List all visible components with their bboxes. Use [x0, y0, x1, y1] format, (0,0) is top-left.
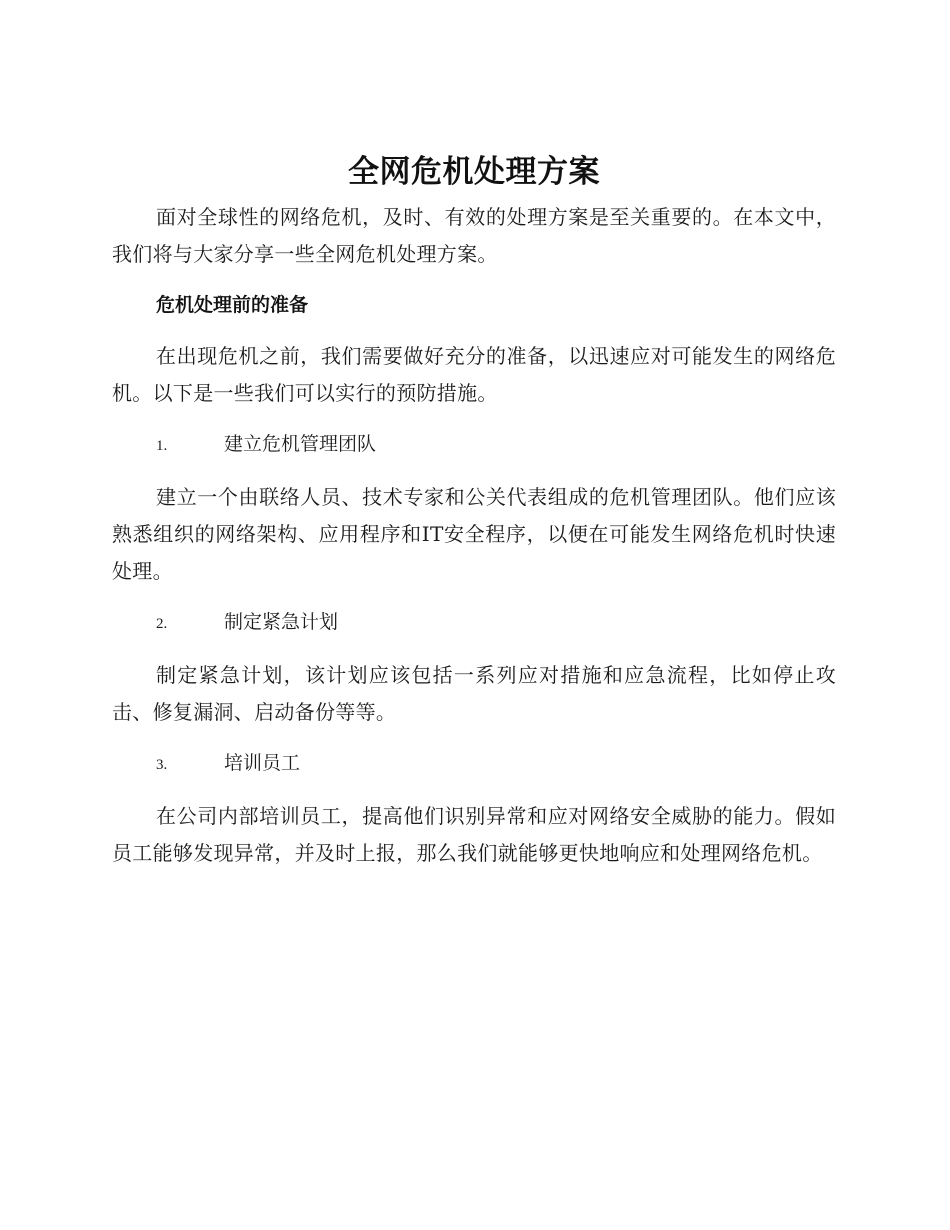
list-item — [112, 426, 836, 465]
list-item-number: 1. — [156, 438, 168, 454]
list-item-body: 制定紧急计划，该计划应该包括一系列应对措施和应急流程，比如停止攻击、修复漏洞、启动备份等等。 — [112, 663, 836, 724]
section-intro-paragraph: 在出现危机之前，我们需要做好充分的准备，以迅速应对可能发生的网络危机。以下是一些我们可以实行的预防措施。 — [112, 344, 836, 405]
document-page — [112, 150, 836, 872]
list-item-body: 建立一个由联络人员、技术专家和公关代表组成的危机管理团队。他们应该熟悉组织的网络架构、应用程序和IT安全程序，以便在可能发生网络危机时快速处理。 — [112, 485, 836, 583]
list-item — [112, 745, 836, 784]
list-item-body: 在公司内部培训员工，提高他们识别异常和应对网络安全威胁的能力。假如员工能够发现异常，并及时上报，那么我们就能够更快地响应和处理网络危机。 — [112, 804, 836, 865]
document-title: 全网危机处理方案 — [348, 154, 600, 190]
list-item — [112, 604, 836, 643]
list-item-label: 制定紧急计划 — [224, 611, 339, 633]
list-item-label: 建立危机管理团队 — [224, 433, 377, 455]
intro-paragraph: 面对全球性的网络危机，及时、有效的处理方案是至关重要的。在本文中，我们将与大家分享一些全网危机处理方案。 — [112, 205, 836, 266]
section-heading: 危机处理前的准备 — [156, 294, 309, 316]
list-item-number: 2. — [156, 616, 168, 632]
list-item-label: 培训员工 — [224, 752, 301, 774]
list-item-number: 3. — [156, 757, 168, 773]
